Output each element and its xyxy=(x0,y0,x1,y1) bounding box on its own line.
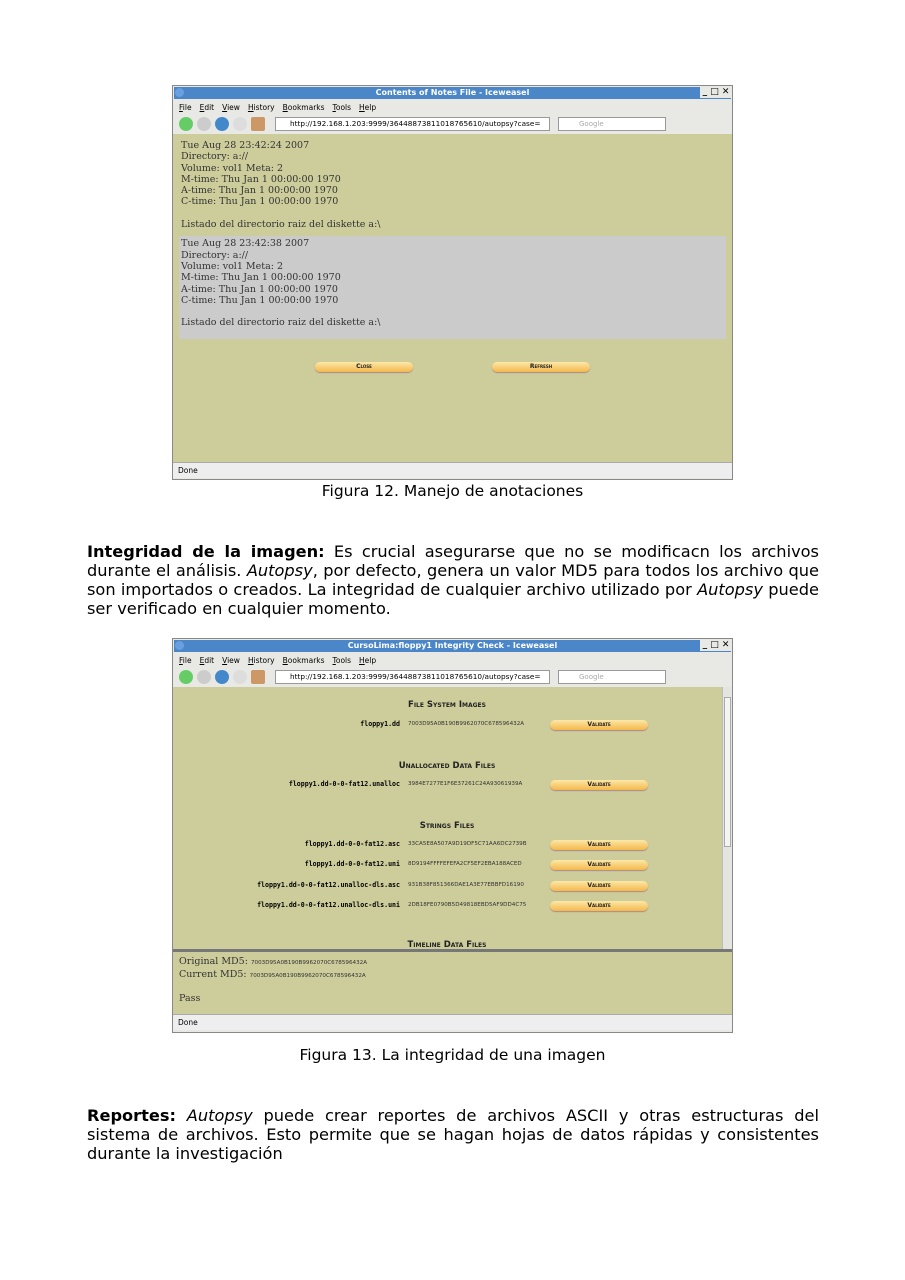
stop-icon[interactable] xyxy=(233,117,247,131)
refresh-button[interactable]: Refresh xyxy=(492,362,590,372)
home-icon[interactable] xyxy=(251,117,265,131)
file-name: floppy1.dd-0-0-fat12.unalloc-dls.uni xyxy=(257,901,400,909)
file-row xyxy=(173,720,721,731)
para-heading: Integridad de la imagen: xyxy=(87,542,325,561)
file-name: floppy1.dd-0-0-fat12.unalloc-dls.asc xyxy=(257,881,400,889)
text: Autopsy xyxy=(186,1106,253,1125)
nav-toolbar xyxy=(173,667,732,687)
label: Original MD5: xyxy=(179,956,248,967)
file-name: floppy1.dd-0-0-fat12.unalloc xyxy=(288,780,400,788)
url-input[interactable]: http://192.168.1.203:9999/36448873811018765610/autopsy?case= xyxy=(275,670,550,684)
file-row xyxy=(173,840,721,851)
text: Autopsy xyxy=(697,580,763,599)
md5: 2DB18FE0790B5D49818EBD5AF9DD4C75 xyxy=(408,902,527,908)
note-line: Listado del directorio raiz del diskette a:\ xyxy=(181,317,381,329)
file-name: floppy1.dd xyxy=(360,720,400,728)
file-name: floppy1.dd-0-0-fat12.asc xyxy=(304,840,400,848)
validate-button[interactable]: Validate xyxy=(550,840,648,850)
scrollbar-thumb[interactable] xyxy=(724,697,731,847)
validate-button[interactable]: Validate xyxy=(550,860,648,870)
browser-window-integrity xyxy=(172,638,733,1033)
note-line: Listado del directorio raiz del diskette a:\ xyxy=(181,219,381,231)
menu-file[interactable]: File xyxy=(179,655,192,665)
menu-help[interactable]: Help xyxy=(359,102,377,112)
browser-window-notes xyxy=(172,85,733,480)
menu-bookmarks[interactable]: Bookmarks xyxy=(282,655,325,665)
label: Current MD5: xyxy=(179,969,247,980)
integrity-list xyxy=(173,687,732,949)
window-title: Contents of Notes File - Iceweasel xyxy=(375,88,530,97)
notes-content xyxy=(173,134,732,462)
menu-bar xyxy=(173,653,732,667)
section-heading: Timeline Data Files xyxy=(407,940,487,949)
title-bar xyxy=(174,87,731,99)
note-line: Volume: vol1 Meta: 2 xyxy=(181,260,283,272)
menu-view[interactable]: View xyxy=(222,655,240,665)
note-line: M-time: Thu Jan 1 00:00:00 1970 xyxy=(181,173,341,185)
validate-button[interactable]: Validate xyxy=(550,780,648,790)
note-line: C-time: Thu Jan 1 00:00:00 1970 xyxy=(181,294,339,306)
search-input[interactable]: Google xyxy=(558,117,666,131)
menu-bar xyxy=(173,100,732,114)
menu-tools[interactable]: Tools xyxy=(332,655,352,665)
note-line: Tue Aug 28 23:42:24 2007 xyxy=(181,140,310,151)
file-name: floppy1.dd-0-0-fat12.uni xyxy=(304,860,400,868)
result-text: Pass xyxy=(179,993,201,1004)
md5: 931B38F851366DAE1A3E77EBBFD16190 xyxy=(408,882,524,888)
title-bar xyxy=(174,640,731,652)
menu-edit[interactable]: Edit xyxy=(199,102,215,112)
note-line: Tue Aug 28 23:42:38 2007 xyxy=(181,238,310,250)
para-heading: Reportes: xyxy=(87,1106,176,1125)
app-icon xyxy=(175,88,184,97)
validate-button[interactable]: Validate xyxy=(550,881,648,891)
md5: 33CA5E8A507A9D19DF5C71AA6DC2739B xyxy=(408,841,527,847)
status-bar: Done xyxy=(173,462,732,478)
section-heading: Unallocated Data Files xyxy=(398,761,496,771)
text: Es crucial asegurarse que no se modificacn los archivos durante el análisis. xyxy=(87,542,819,580)
note-line: A-time: Thu Jan 1 00:00:00 1970 xyxy=(181,185,338,197)
figure-caption-12: Figura 12. Manejo de anotaciones xyxy=(321,482,584,500)
note-line: A-time: Thu Jan 1 00:00:00 1970 xyxy=(181,283,338,295)
forward-icon[interactable] xyxy=(197,117,211,131)
scrollbar[interactable] xyxy=(722,687,732,949)
menu-history[interactable]: History xyxy=(247,102,275,112)
window-controls[interactable]: _ □ ✕ xyxy=(700,86,732,98)
validate-button[interactable]: Validate xyxy=(550,720,648,730)
current-md5 xyxy=(179,969,726,982)
forward-icon[interactable] xyxy=(197,670,211,684)
note-line: Directory: a:// xyxy=(181,151,249,163)
section-heading: Strings Files xyxy=(419,821,475,831)
status-bar: Done xyxy=(173,1014,732,1030)
note-line xyxy=(181,208,724,219)
file-row xyxy=(173,860,721,871)
result-pane xyxy=(173,949,732,1014)
nav-toolbar xyxy=(173,114,732,134)
file-row xyxy=(173,780,721,791)
menu-view[interactable]: View xyxy=(222,102,240,112)
md5: 7003D95A0B190B9962070C678596432A xyxy=(408,721,525,727)
text: puede ser verificado en cualquier momento. xyxy=(87,580,820,618)
stop-icon[interactable] xyxy=(233,670,247,684)
window-controls[interactable]: _ □ ✕ xyxy=(700,639,732,651)
note-line xyxy=(181,306,724,317)
note-line: C-time: Thu Jan 1 00:00:00 1970 xyxy=(181,196,339,208)
figure-caption-13: Figura 13. La integridad de una imagen xyxy=(299,1046,606,1064)
menu-help[interactable]: Help xyxy=(359,655,377,665)
menu-bookmarks[interactable]: Bookmarks xyxy=(282,102,325,112)
note-line: Volume: vol1 Meta: 2 xyxy=(181,162,283,174)
validate-button[interactable]: Validate xyxy=(550,901,648,911)
menu-file[interactable]: File xyxy=(179,102,192,112)
app-icon xyxy=(175,641,184,650)
value: 7003D95A0B190B9962070C678596432A xyxy=(249,973,366,979)
home-icon[interactable] xyxy=(251,670,265,684)
value: 7003D95A0B190B9962070C678596432A xyxy=(250,960,368,966)
section-heading: File System Images xyxy=(408,700,486,710)
note-line: Directory: a:// xyxy=(181,249,249,261)
search-input[interactable]: Google xyxy=(558,670,666,684)
note-entry-1 xyxy=(173,134,732,236)
paragraph-integridad xyxy=(87,542,819,618)
back-icon[interactable] xyxy=(179,117,193,131)
note-entry-2 xyxy=(179,236,726,338)
text: , por defecto, genera un valor MD5 para todos los archivo que son importados o creados. La integridad de cualquier archivo utilizado por xyxy=(87,561,819,599)
reload-icon[interactable] xyxy=(215,117,229,131)
close-button[interactable]: Close xyxy=(315,362,413,372)
original-md5 xyxy=(179,956,726,969)
menu-history[interactable]: History xyxy=(247,655,275,665)
text: puede crear reportes de archivos ASCII y otras estructuras del sistema de archivos. Esto permite que se hagan hojas de datos rápidas y consistentes durante la investigación xyxy=(87,1106,819,1163)
md5: 3984E7277E1F6E37261C24A93061939A xyxy=(408,781,523,787)
file-row xyxy=(173,881,721,892)
note-line: M-time: Thu Jan 1 00:00:00 1970 xyxy=(181,272,341,284)
menu-tools[interactable]: Tools xyxy=(332,102,352,112)
url-input[interactable]: http://192.168.1.203:9999/36448873811018765610/autopsy?case= xyxy=(275,117,550,131)
window-title: CursoLima:floppy1 Integrity Check - Iceweasel xyxy=(347,641,558,650)
reload-icon[interactable] xyxy=(215,670,229,684)
paragraph-reportes xyxy=(87,1106,819,1163)
file-row xyxy=(173,901,721,912)
text: Autopsy xyxy=(246,561,313,580)
menu-edit[interactable]: Edit xyxy=(199,655,215,665)
back-icon[interactable] xyxy=(179,670,193,684)
md5: 8D9194FFFFEFEFA2CF5EF2EBA188ACED xyxy=(408,861,522,867)
